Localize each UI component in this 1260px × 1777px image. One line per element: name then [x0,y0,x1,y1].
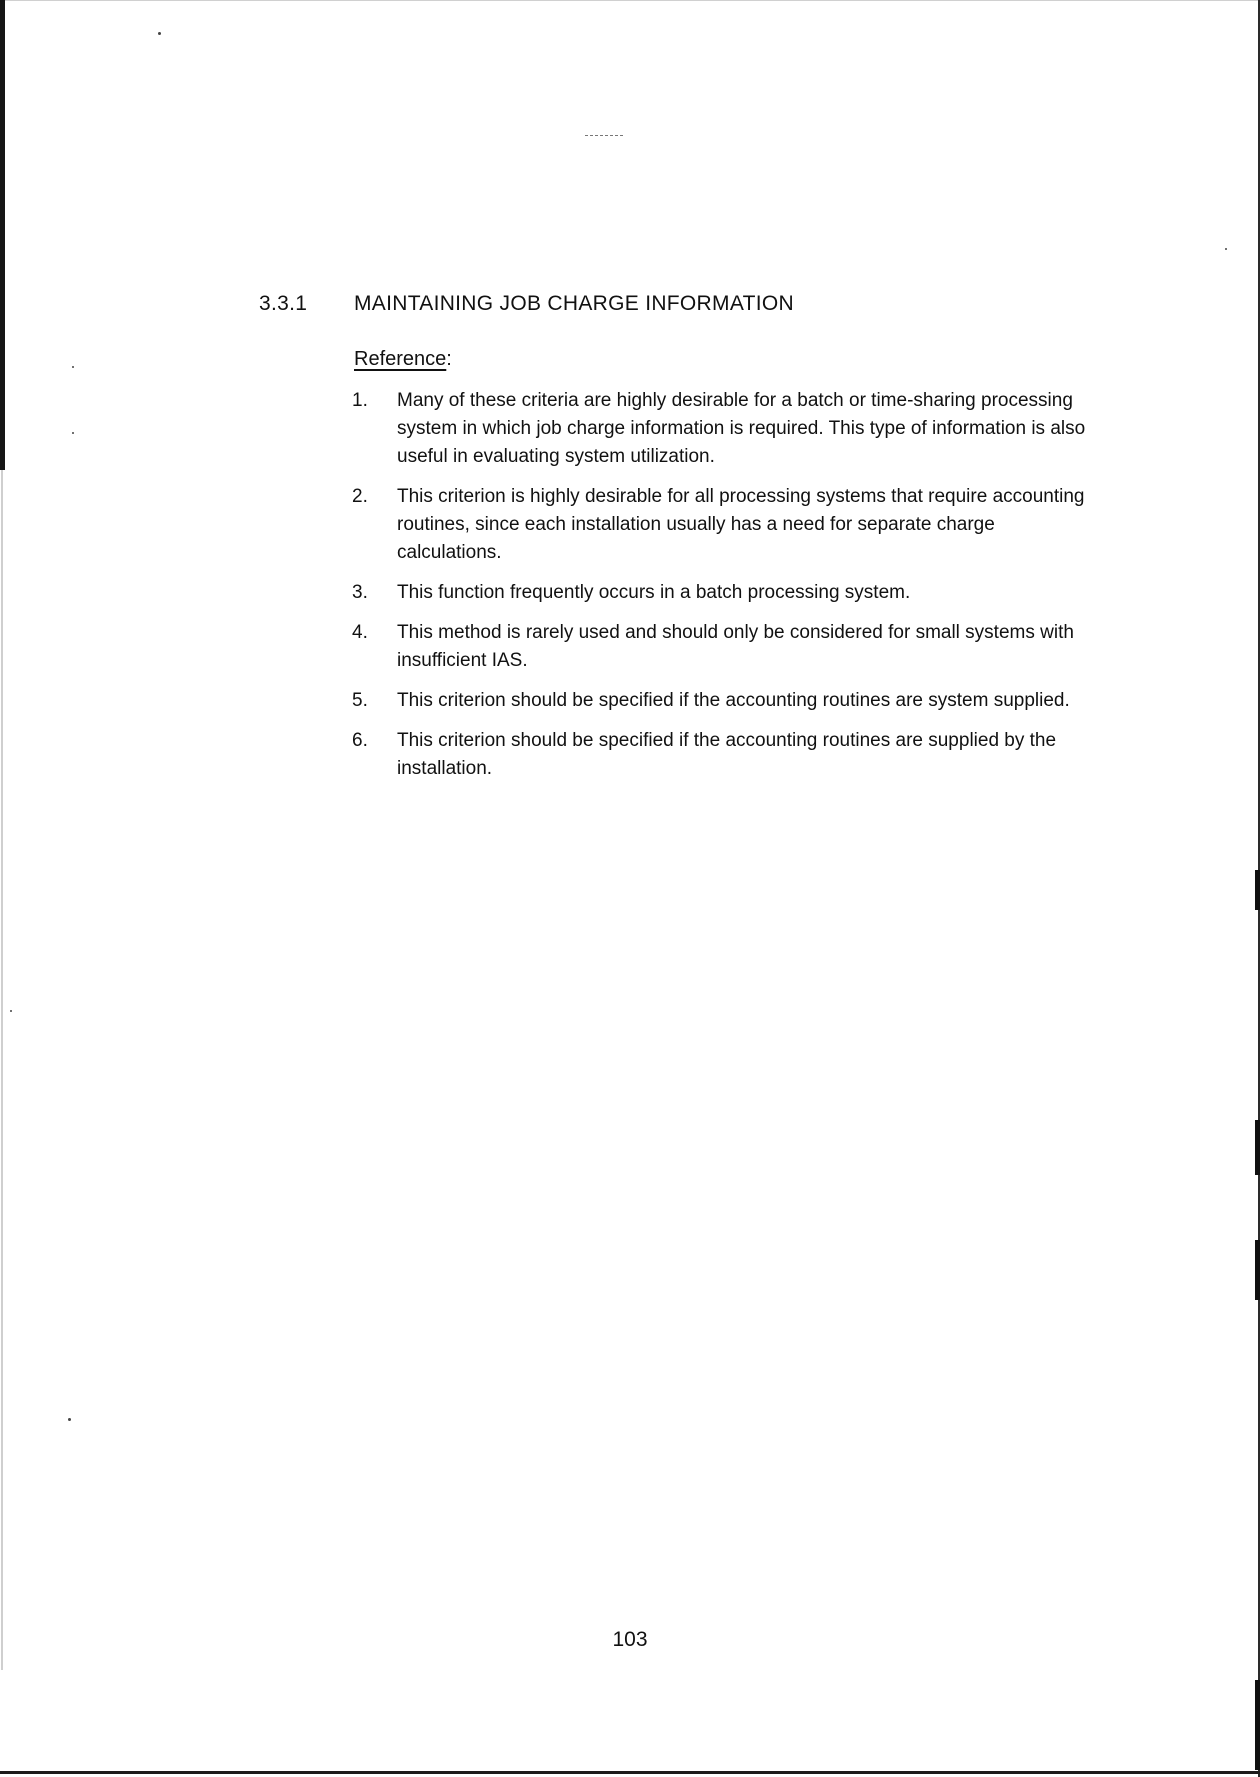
scan-bottom-edge [0,1771,1260,1774]
list-item-text: This method is rarely used and should only be considered for small systems with insufficient IAS. [397,622,1074,671]
scan-dash-mark [585,135,623,137]
list-item-number: 1. [352,390,368,411]
list-item-number: 6. [352,730,368,751]
scan-right-mark [1255,870,1260,910]
scan-speck [72,366,74,368]
list-item [352,387,1092,471]
scan-speck [10,1010,12,1012]
scan-speck [68,1418,71,1421]
list-item-number: 5. [352,690,368,711]
page-number: 103 [612,1628,648,1651]
reference-label [354,348,452,371]
scan-left-edge [0,0,5,470]
section-number: 3.3.1 [259,292,308,315]
list-item [352,687,1092,715]
reference-word: Reference [354,348,447,370]
list-item-text: Many of these criteria are highly desirable for a batch or time-sharing processing system in which job charge information is required. This type of information is also useful in evaluating system utilization. [397,390,1086,467]
section-heading [259,292,794,316]
reference-list [352,387,1092,795]
list-item-text: This criterion should be specified if the accounting routines are system supplied. [397,690,1070,711]
list-item-number: 3. [352,582,368,603]
reference-colon: : [446,348,452,370]
scan-speck [158,32,161,35]
section-title: MAINTAINING JOB CHARGE INFORMATION [354,292,794,315]
scan-left-edge-thin [1,470,3,1670]
list-item-text: This criterion is highly desirable for all processing systems that require accounting routines, since each installation usually has a need for separate charge calculations. [397,486,1085,563]
list-item [352,483,1092,567]
list-item [352,579,1092,607]
list-item-number: 4. [352,622,368,643]
scan-right-mark [1255,1240,1260,1300]
list-item-text: This function frequently occurs in a batch processing system. [397,582,911,603]
scan-right-mark [1255,1120,1260,1175]
list-item-text: This criterion should be specified if the accounting routines are supplied by the installation. [397,730,1057,779]
list-item [352,619,1092,675]
scan-speck [72,432,74,434]
scan-speck [1225,248,1227,250]
list-item [352,727,1092,783]
list-item-number: 2. [352,486,368,507]
scan-top-edge [0,0,1260,1]
scan-right-mark [1255,1680,1260,1770]
